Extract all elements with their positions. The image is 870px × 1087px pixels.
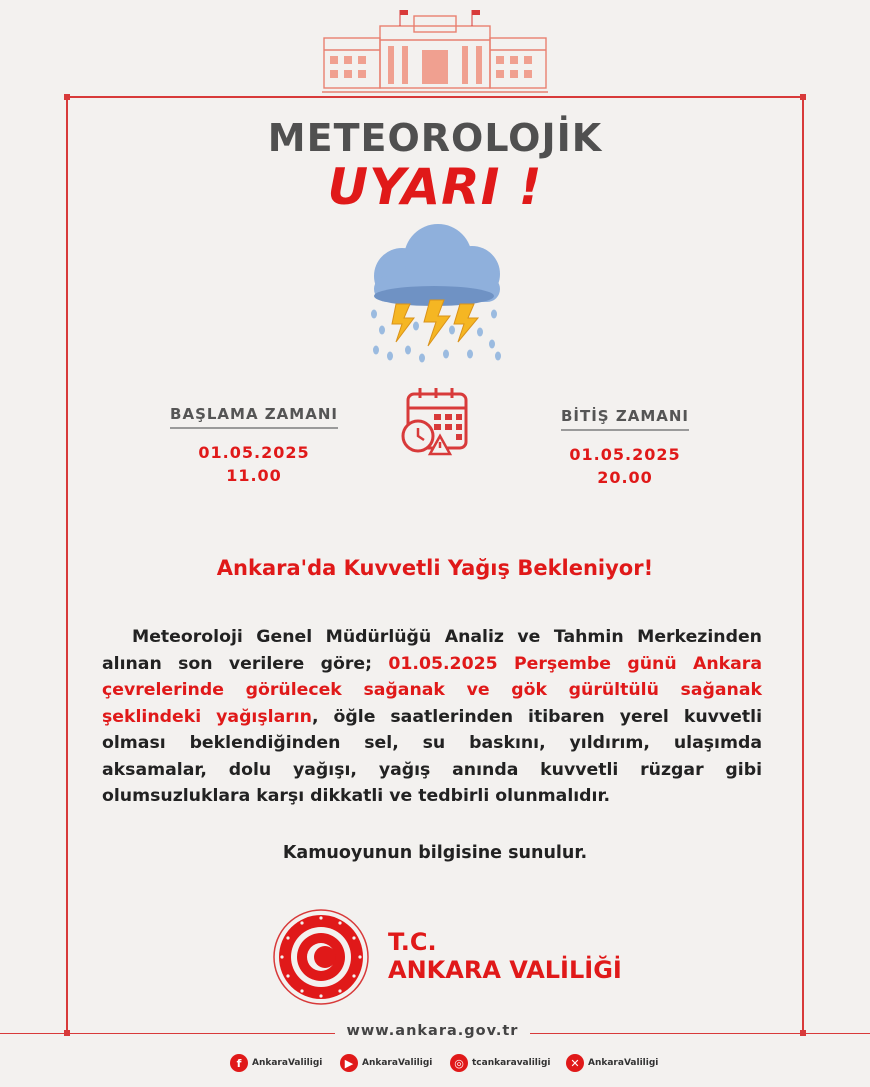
social-facebook[interactable] (230, 1052, 322, 1074)
organization-name: ANKARA VALİLİĞİ (388, 956, 622, 984)
calendar-clock-icon (400, 384, 472, 456)
instagram-icon: ◎ (450, 1054, 468, 1072)
end-time-block (550, 406, 700, 489)
frame-bottom-line-left (0, 1033, 335, 1034)
end-time: 20.00 (597, 468, 653, 487)
title-warning: UYARI ! (327, 158, 543, 216)
youtube-icon: ▶ (340, 1054, 358, 1072)
start-time: 11.00 (226, 466, 282, 485)
facebook-icon: f (230, 1054, 248, 1072)
body-text-highlight: 01.05.2025 Perşembe günü Ankara çevrelerinde görülecek sağanak ve gök gürültülü sağanak şeklindeki yağışların (102, 653, 762, 727)
ankara-governorship-seal-icon (272, 908, 370, 1006)
start-time-label: BAŞLAMA ZAMANI (170, 405, 338, 429)
social-x[interactable] (566, 1052, 658, 1074)
corner-dot (800, 94, 806, 100)
frame-top-line (66, 96, 804, 98)
alert-headline: Ankara'da Kuvvetli Yağış Bekleniyor! (216, 556, 654, 580)
alert-body-paragraph (102, 624, 762, 810)
social-instagram[interactable] (450, 1052, 551, 1074)
end-time-label: BİTİŞ ZAMANI (561, 407, 689, 431)
title-meteorological: METEOROLOJİK (267, 116, 603, 160)
organization-tc: T.C. (388, 928, 437, 956)
storm-cloud-icon (360, 218, 510, 368)
facebook-handle: AnkaraValiligi (252, 1058, 323, 1068)
corner-dot (64, 1030, 70, 1036)
x-icon: ✕ (566, 1054, 584, 1072)
government-building-icon (322, 6, 548, 96)
body-text-part1: Meteoroloji Genel Müdürlüğü Analiz ve Tahmin Merkezinden alınan son verilere göre; (102, 627, 762, 674)
youtube-handle: AnkaraValiligi (362, 1058, 433, 1068)
social-youtube[interactable] (340, 1052, 432, 1074)
start-date: 01.05.2025 (198, 443, 310, 462)
corner-dot (64, 94, 70, 100)
end-date: 01.05.2025 (569, 445, 681, 464)
frame-bottom-line-right (530, 1033, 870, 1034)
x-handle: AnkaraValiligi (588, 1058, 659, 1068)
corner-dot (800, 1030, 806, 1036)
body-text-part2: , öğle saatlerinden itibaren yerel kuvvetli olması beklendiğinden sel, su baskını, yıldırım, ulaşımda aksamalar, dolu yağışı, yağış anında kuvvetli rüzgar gibi olumsuzluklara karşı dikkatli ve tedbirli olunmalıdır. (102, 706, 762, 806)
public-notice: Kamuoyunun bilgisine sunulur. (282, 843, 588, 863)
website-link[interactable]: www.ankara.gov.tr (346, 1023, 519, 1039)
start-time-block (168, 404, 340, 487)
instagram-handle: tcankaravaliligi (472, 1058, 551, 1068)
